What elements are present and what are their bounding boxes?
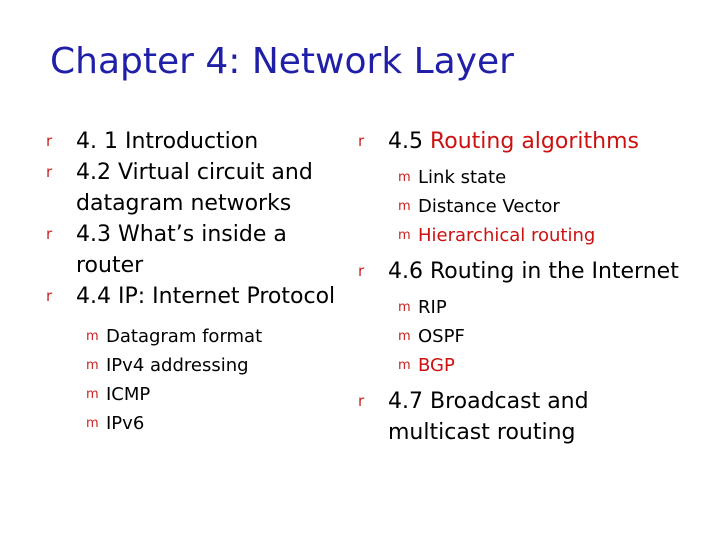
bullet-marker: r — [358, 392, 365, 410]
sub-bullet-text: IPv6 — [106, 413, 145, 434]
sub-bullet-rip — [398, 293, 688, 322]
sub-bullet-marker: m — [86, 329, 99, 344]
bullet-text: 4. 1 Introduction — [76, 129, 259, 154]
bullet-text: 4.4 IP: Internet Protocol — [76, 284, 336, 309]
bullet-marker: r — [358, 132, 365, 150]
sub-bullet-text: BGP — [418, 355, 455, 376]
bullet-broadcast-multicast — [358, 386, 688, 448]
bullet-text: 4.6 Routing in the Internet — [388, 259, 679, 284]
bullet-marker: r — [46, 225, 53, 243]
sub-bullet-hierarchical-routing — [398, 221, 688, 250]
sub-bullet-marker: m — [398, 199, 411, 214]
sub-bullet-text: ICMP — [106, 384, 151, 405]
sub-bullet-marker: m — [86, 358, 99, 373]
left-column — [46, 126, 346, 438]
sub-bullet-marker: m — [86, 416, 99, 431]
bullet-text: 4.7 Broadcast and multicast routing — [388, 389, 589, 445]
sub-bullet-text: RIP — [418, 297, 447, 318]
sub-bullet-marker: m — [398, 329, 411, 344]
bullet-router — [46, 219, 346, 281]
bullet-highlight: Routing algorithms — [429, 129, 639, 154]
sub-bullet-marker: m — [86, 387, 99, 402]
bullet-ip — [46, 281, 346, 312]
sub-bullet-text: Link state — [418, 167, 507, 188]
bullet-routing-algorithms — [358, 126, 688, 157]
sub-bullet-distance-vector — [398, 192, 688, 221]
bullet-text: 4.2 Virtual circuit and datagram networks — [76, 160, 313, 216]
bullet-introduction — [46, 126, 346, 157]
sub-bullet-link-state — [398, 163, 688, 192]
bullet-text: 4.3 What’s inside a router — [76, 222, 287, 278]
sub-bullet-marker: m — [398, 300, 411, 315]
sub-bullet-text: OSPF — [418, 326, 465, 347]
sub-bullet-ospf — [398, 322, 688, 351]
bullet-virtual-circuit — [46, 157, 346, 219]
bullet-routing-internet — [358, 256, 688, 287]
sub-bullet-datagram-format — [86, 322, 346, 351]
sub-bullet-ipv6 — [86, 409, 346, 438]
sub-bullet-bgp — [398, 351, 688, 380]
slide-title: Chapter 4: Network Layer — [50, 41, 514, 82]
sub-bullet-marker: m — [398, 358, 411, 373]
sub-bullet-marker: m — [398, 228, 411, 243]
bullet-marker: r — [46, 132, 53, 150]
sub-bullet-icmp — [86, 380, 346, 409]
sub-bullet-text: IPv4 addressing — [106, 355, 249, 376]
bullet-number: 4.5 — [388, 129, 430, 154]
sub-bullet-text: Hierarchical routing — [418, 225, 596, 246]
bullet-marker: r — [46, 287, 53, 305]
bullet-marker: r — [358, 262, 365, 280]
right-column — [358, 126, 688, 448]
sub-bullet-text: Datagram format — [106, 326, 263, 347]
sub-bullet-marker: m — [398, 170, 411, 185]
sub-bullet-text: Distance Vector — [418, 196, 560, 217]
sub-bullet-ipv4-addressing — [86, 351, 346, 380]
bullet-marker: r — [46, 163, 53, 181]
